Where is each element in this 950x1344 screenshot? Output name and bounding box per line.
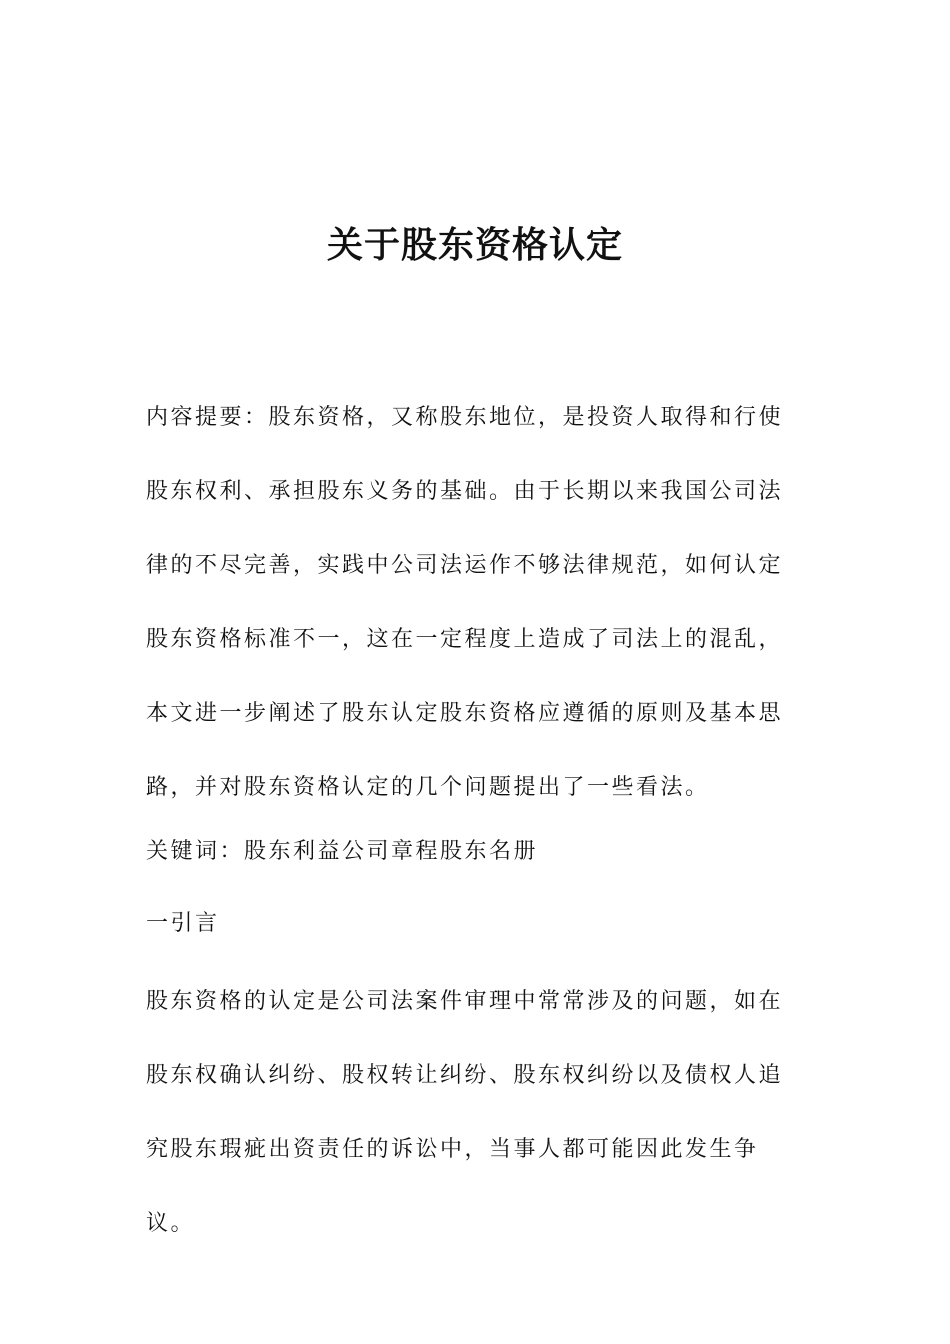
intro-paragraph: 股东资格的认定是公司法案件审理中常常涉及的问题，如在股东权确认纠纷、股权转让纠纷、股东权纠纷以及债权人追究股东瑕疵出资责任的诉讼中，当事人都可能因此发生争议。	[146, 989, 784, 1236]
keywords-line: 关键词：股东利益公司章程股东名册	[146, 839, 539, 864]
abstract-paragraph: 内容提要：股东资格，又称股东地位，是投资人取得和行使股东权利、承担股东义务的基础。由于长期以来我国公司法律的不尽完善，实践中公司法运作不够法律规范，如何认定股东资格标准不一，这在一定程度上造成了司法上的混乱，本文进一步阐述了股东认定股东资格应遵循的原则及基本思路，并对股东资格认定的几个问题提出了一些看法。	[146, 405, 784, 800]
document-title: 关于股东资格认定	[326, 225, 623, 266]
section-heading: 一引言	[146, 911, 220, 936]
